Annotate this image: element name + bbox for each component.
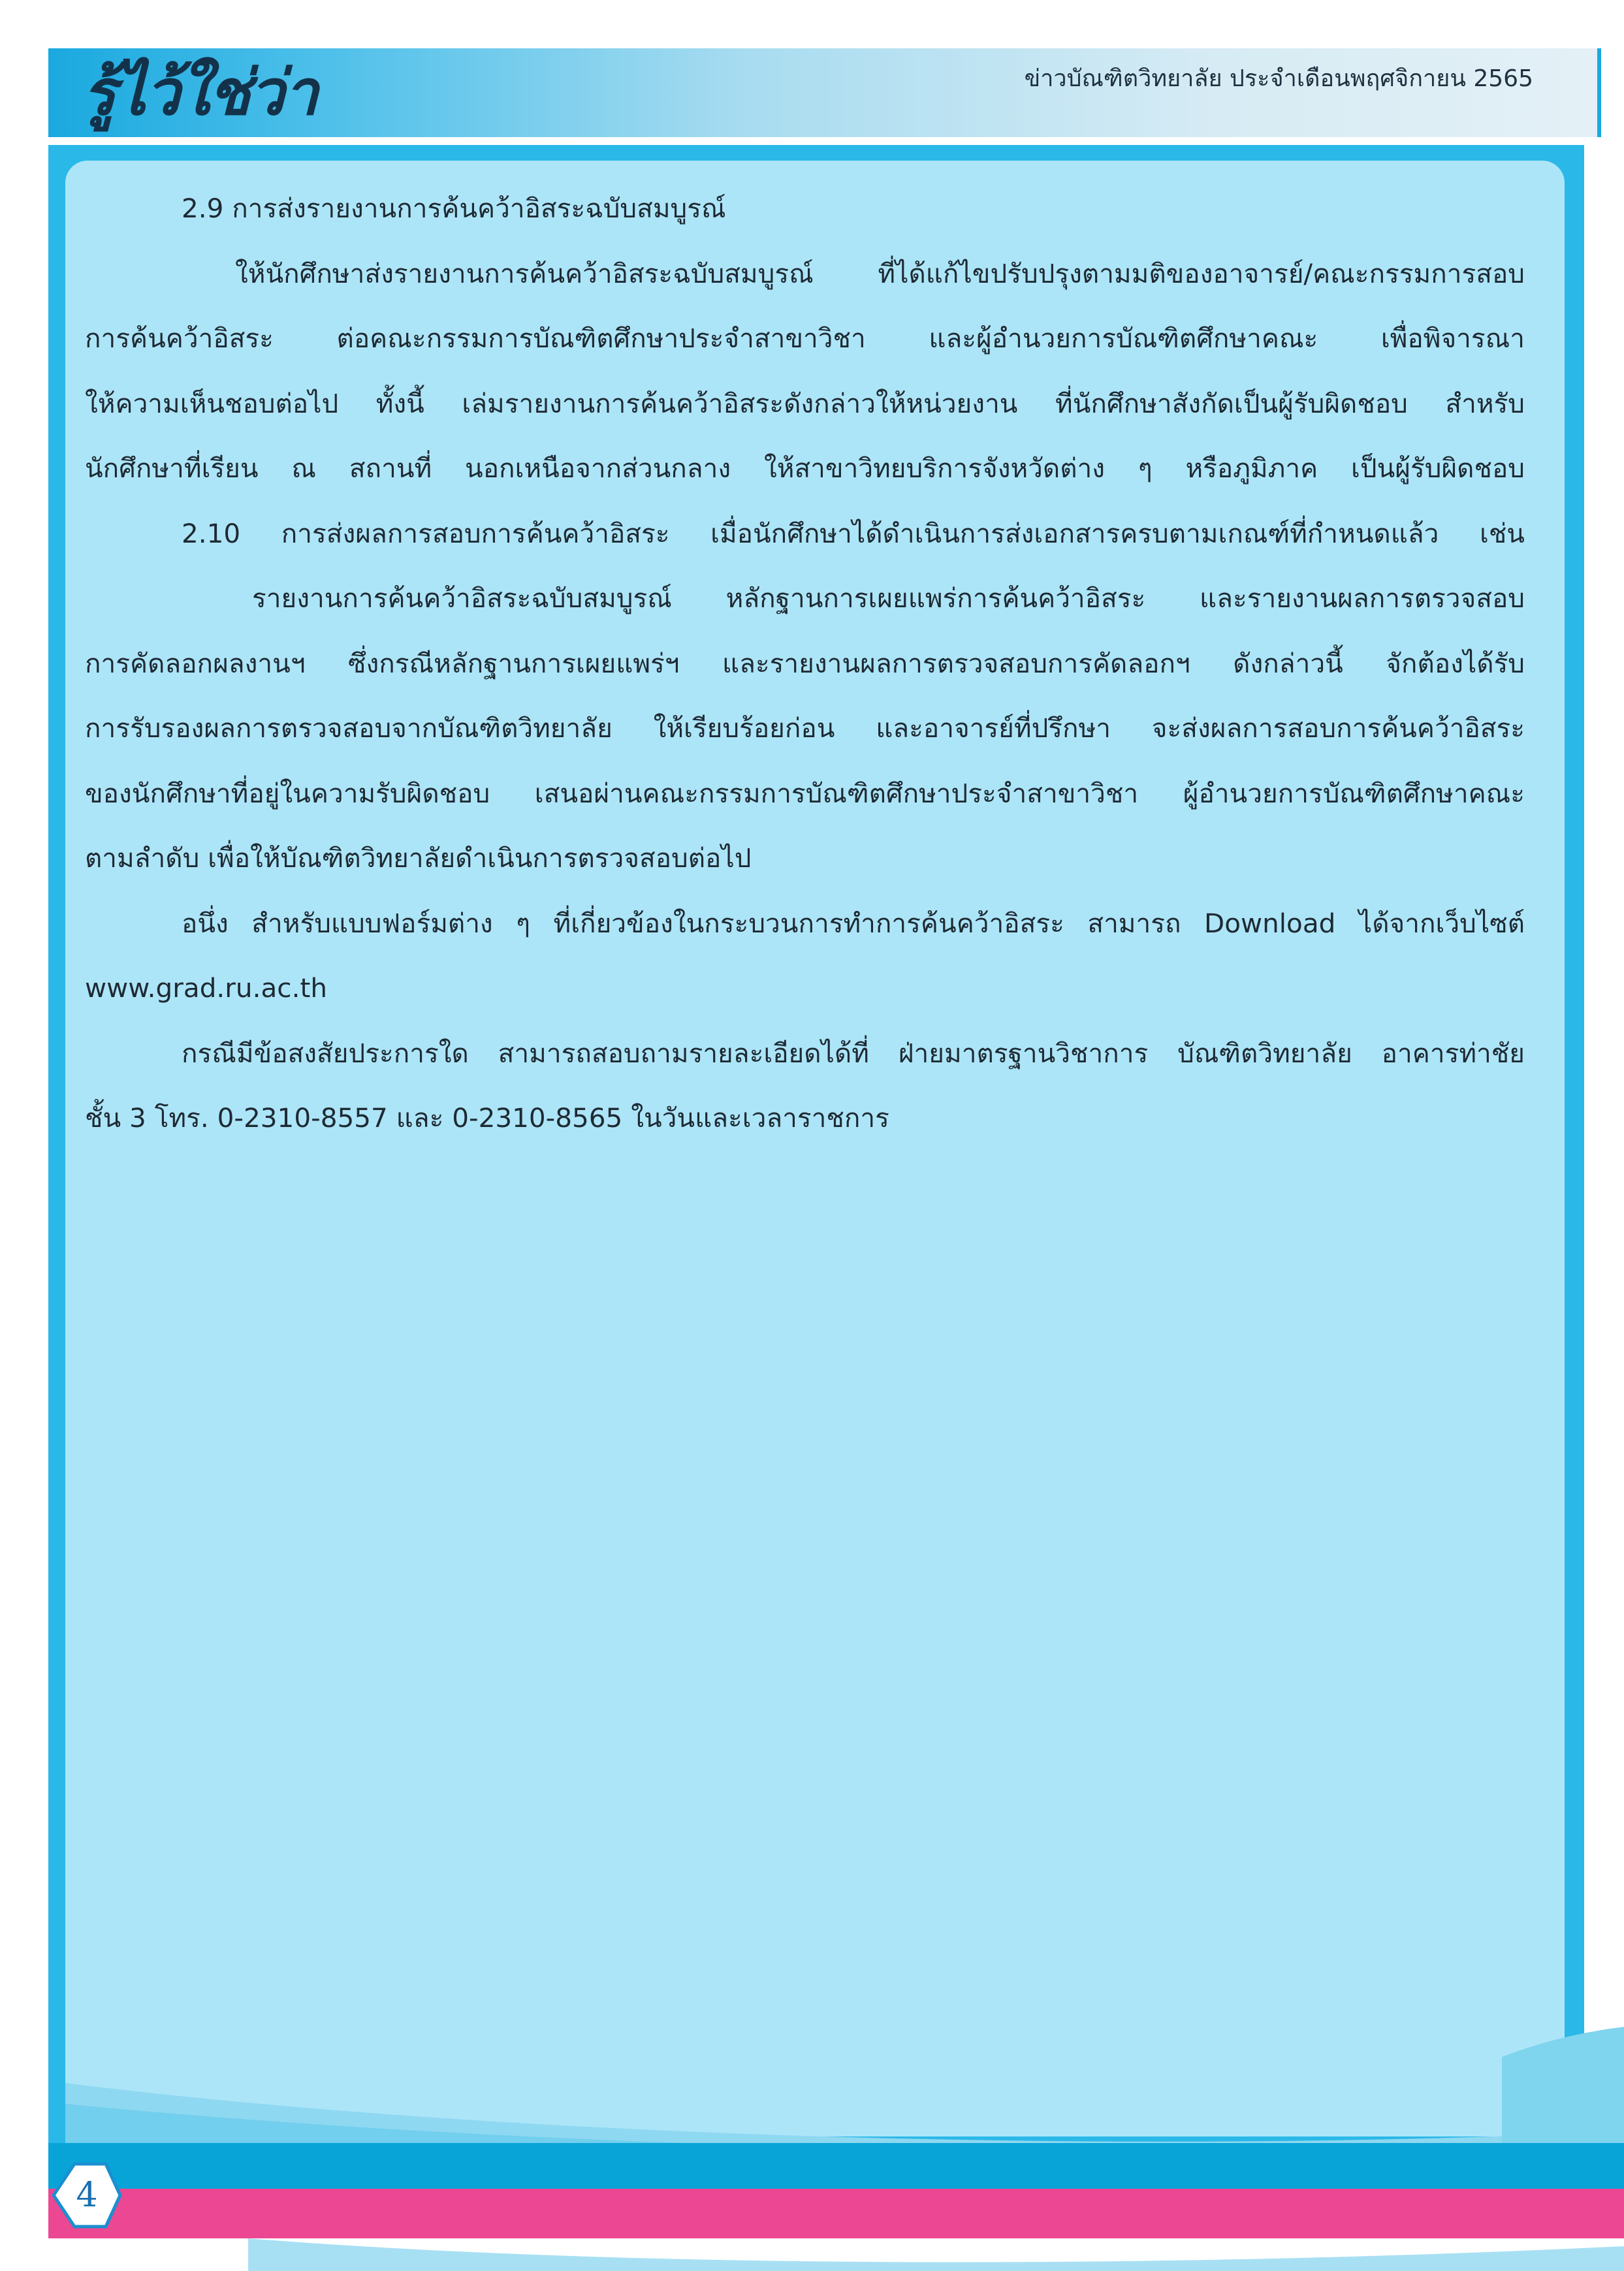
- footer-band-pink: [48, 2189, 1624, 2238]
- wave-bottom: [248, 2238, 1624, 2271]
- newsletter-issue: ข่าวบัณฑิตวิทยาลัย ประจำเดือนพฤศจิกายน 2565: [1024, 65, 1533, 92]
- text-line: ตามลำดับ เพื่อให้บัณฑิตวิทยาลัยดำเนินการตรวจสอบต่อไป: [85, 842, 752, 874]
- website-url: www.grad.ru.ac.th: [85, 972, 327, 1004]
- column-title: รู้ไว้ใช่ว่า: [82, 56, 317, 129]
- section-heading-2-10: 2.10 การส่งผลการสอบการค้นคว้าอิสระ เมื่อนักศึกษาได้ดำเนินการส่งเอกสารครบตามเกณฑ์ที่กำหนดแล้ว เช่น: [182, 517, 1525, 549]
- text-line: การคัดลอกผลงานฯ ซึ่งกรณีหลักฐานการเผยแพร่ฯ และรายงานผลการตรวจสอบการคัดลอกฯ ดังกล่าวนี้ จักต้องได้รับ: [85, 647, 1525, 679]
- page-number: 4: [76, 2176, 98, 2215]
- text-line: ของนักศึกษาที่อยู่ในความรับผิดชอบ เสนอผ่านคณะกรรมการบัณฑิตศึกษาประจำสาขาวิชา ผู้อำนวยการบัณฑิตศึกษาคณะ: [85, 777, 1525, 809]
- text-line: การรับรองผลการตรวจสอบจากบัณฑิตวิทยาลัย ให้เรียบร้อยก่อน และอาจารย์ที่ปรึกษา จะส่งผลการสอบการค้นคว้าอิสระ: [85, 712, 1525, 744]
- text-line: กรณีมีข้อสงสัยประการใด สามารถสอบถามรายละเอียดได้ที่ ฝ่ายมาตรฐานวิชาการ บัณฑิตวิทยาลัย อาคารท่าชัย: [182, 1037, 1525, 1069]
- text-line: ให้นักศึกษาส่งรายงานการค้นคว้าอิสระฉบับสมบูรณ์ ที่ได้แก้ไขปรับปรุงตามมติของอาจารย์/คณะกรรมการสอบ: [235, 257, 1525, 289]
- wave-right: [1502, 2027, 1624, 2143]
- text-line: ให้ความเห็นชอบต่อไป ทั้งนี้ เล่มรายงานการค้นคว้าอิสระดังกล่าวให้หน่วยงาน ที่นักศึกษาสังกัดเป็นผู้รับผิดชอบ สำหรับ: [85, 387, 1525, 419]
- text-line: อนึ่ง สำหรับแบบฟอร์มต่าง ๆ ที่เกี่ยวข้องในกระบวนการทำการค้นคว้าอิสระ สามารถ Download ได้จากเว็บไซต์: [182, 907, 1525, 939]
- text-line: การค้นคว้าอิสระ ต่อคณะกรรมการบัณฑิตศึกษาประจำสาขาวิชา และผู้อำนวยการบัณฑิตศึกษาคณะ เพื่อพิจารณา: [85, 323, 1525, 354]
- text-line: นักศึกษาที่เรียน ณ สถานที่ นอกเหนือจากส่วนกลาง ให้สาขาวิทยบริการจังหวัดต่าง ๆ หรือภูมิภาค เป็นผู้รับผิดชอบ: [85, 453, 1525, 484]
- contact-line: ชั้น 3 โทร. 0-2310-8557 และ 0-2310-8565 ในวันและเวลาราชการ: [85, 1102, 889, 1134]
- section-heading-2-9: 2.9 การส่งรายงานการค้นคว้าอิสระฉบับสมบูรณ์: [182, 193, 726, 224]
- text-line: รายงานการค้นคว้าอิสระฉบับสมบูรณ์ หลักฐานการเผยแพร่การค้นคว้าอิสระ และรายงานผลการตรวจสอบ: [252, 582, 1525, 614]
- footer-band-blue: [48, 2143, 1624, 2189]
- article-body: [85, 176, 1525, 1151]
